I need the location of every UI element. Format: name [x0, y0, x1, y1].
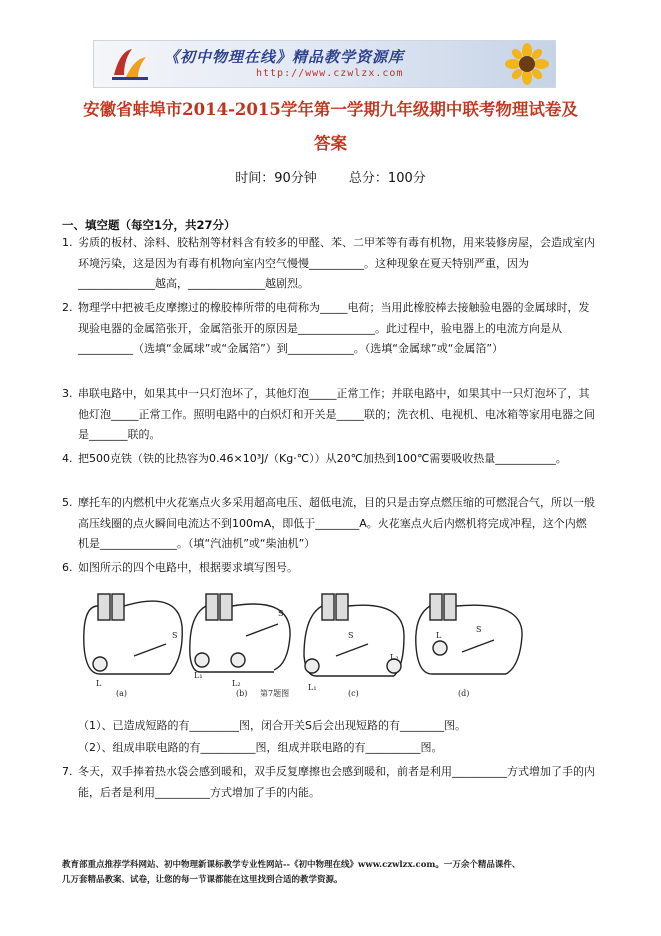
- question-1: [62, 233, 597, 295]
- question-text: 如图所示的四个电路中，根据要求填写图号。: [78, 561, 298, 574]
- question-number: 5.: [62, 496, 73, 509]
- question-text: 串联电路中，如果其中一只灯泡坏了，其他灯泡_____正常工作；并联电路中，如果其中一只灯泡坏了，其他灯泡_____正常工作。照明电路中的白炽灯和开关是_____联的；洗衣机、电视机、电冰箱等家用电器之间是_______联的。: [78, 387, 595, 441]
- label-lamp-a: L: [96, 679, 102, 688]
- label-lamp-d: L: [436, 631, 442, 640]
- label-switch-d: S: [476, 625, 482, 634]
- label-b: (b): [236, 689, 248, 698]
- question-text: 物理学中把被毛皮摩擦过的橡胶棒所带的电荷称为_____电荷；当用此橡胶棒去接触验电器的金属球时，发现验电器的金属箔张开，金属箔张开的原因是______________。此过程中，验电器上的电流方向是从__________（选填“金属球”或“金属箔”）到____________。（选填“金属球”或“金属箔”）: [78, 301, 590, 355]
- site-logo-icon: [110, 45, 150, 83]
- sunflower-icon: [505, 43, 549, 85]
- document-title-line1: 安徽省蚌埠市2014-2015学年第一学期九年级期中联考物理试卷及: [83, 100, 578, 119]
- figure-caption: 第7题图: [260, 689, 290, 698]
- question-3: [62, 384, 597, 446]
- label-lamp-c2: L₂: [390, 653, 399, 662]
- exam-info: [0, 167, 661, 186]
- exam-score: 总分：100分: [348, 171, 426, 186]
- question-6: [62, 558, 597, 579]
- circuit-d: [416, 594, 522, 674]
- banner-url[interactable]: http://www.czwlzx.com: [256, 68, 404, 79]
- subquestion-2: （2）、组成串联电路的有__________图，组成并联电路的有__________图。: [78, 741, 443, 754]
- question-7: [62, 762, 597, 803]
- label-a: (a): [116, 689, 128, 698]
- question-number: 2.: [62, 301, 73, 314]
- circuit-b: [190, 594, 290, 672]
- label-d: (d): [458, 689, 470, 698]
- label-lamp-b2: L₂: [232, 679, 241, 688]
- circuit-figure: [78, 586, 534, 698]
- document-title-line2: 答案: [314, 134, 347, 153]
- question-text: 劣质的板材、涂料、胶粘剂等材料含有较多的甲醛、苯、二甲苯等有毒有机物，用来装修房屋，会造成室内环境污染，这是因为有毒有机物向室内空气慢慢__________。这种现象在夏天特别严重，因为______________越高，______________越剧烈。: [78, 236, 595, 290]
- question-number: 4.: [62, 452, 73, 465]
- label-c: (c): [348, 689, 359, 698]
- label-switch-a: S: [172, 631, 178, 640]
- subquestion-1: （1）、已造成短路的有_________图，闭合开关S后会出现短路的有________图。: [78, 719, 466, 732]
- circuit-a: [84, 594, 182, 674]
- footer-line1: 教育部重点推荐学科网站、初中物理新课标教学专业性网站--《初中物理在线》www.czwlzx.com。一万余个精品课件、: [62, 860, 521, 870]
- banner-title: 《初中物理在线》精品教学资源库: [164, 48, 405, 66]
- label-lamp-c1: L₁: [308, 683, 317, 692]
- exam-time: 时间：90分钟: [235, 171, 317, 186]
- question-4: [62, 449, 597, 470]
- question-number: 1.: [62, 236, 73, 249]
- page-footer: [62, 858, 602, 888]
- header-banner: [93, 40, 556, 88]
- label-lamp-b1: L₁: [194, 671, 203, 680]
- footer-line2: 几万套精品教案、试卷，让您的每一节课都能在这里找到合适的教学资源。: [62, 875, 343, 885]
- question-text: 把500克铁（铁的比热容为0.46×10³J/（Kg·℃））从20℃加热到100℃需要吸收热量___________。: [78, 452, 567, 465]
- section-heading: 一、填空题（每空1分，共27分）: [62, 218, 236, 232]
- question-5: [62, 493, 597, 555]
- question-number: 7.: [62, 765, 73, 778]
- question-text: 摩托车的内燃机中火花塞点火多采用超高电压、超低电流，目的只是击穿点燃压缩的可燃混合气，所以一般高压线圈的点火瞬间电流达不到100mA，即低于________A。火花塞点火后内燃机将完成冲程，这个内燃机是______________。（填“汽油机”或“柴油机”）: [78, 496, 595, 550]
- question-number: 3.: [62, 387, 73, 400]
- question-number: 6.: [62, 561, 73, 574]
- question-2: [62, 298, 597, 360]
- label-switch-c: S: [348, 631, 354, 640]
- label-switch-b: S: [278, 609, 284, 618]
- circuit-c: [304, 594, 404, 676]
- question-text: 冬天，双手捧着热水袋会感到暖和，双手反复摩擦也会感到暖和，前者是利用__________方式增加了手的内能，后者是利用__________方式增加了手的内能。: [78, 765, 595, 799]
